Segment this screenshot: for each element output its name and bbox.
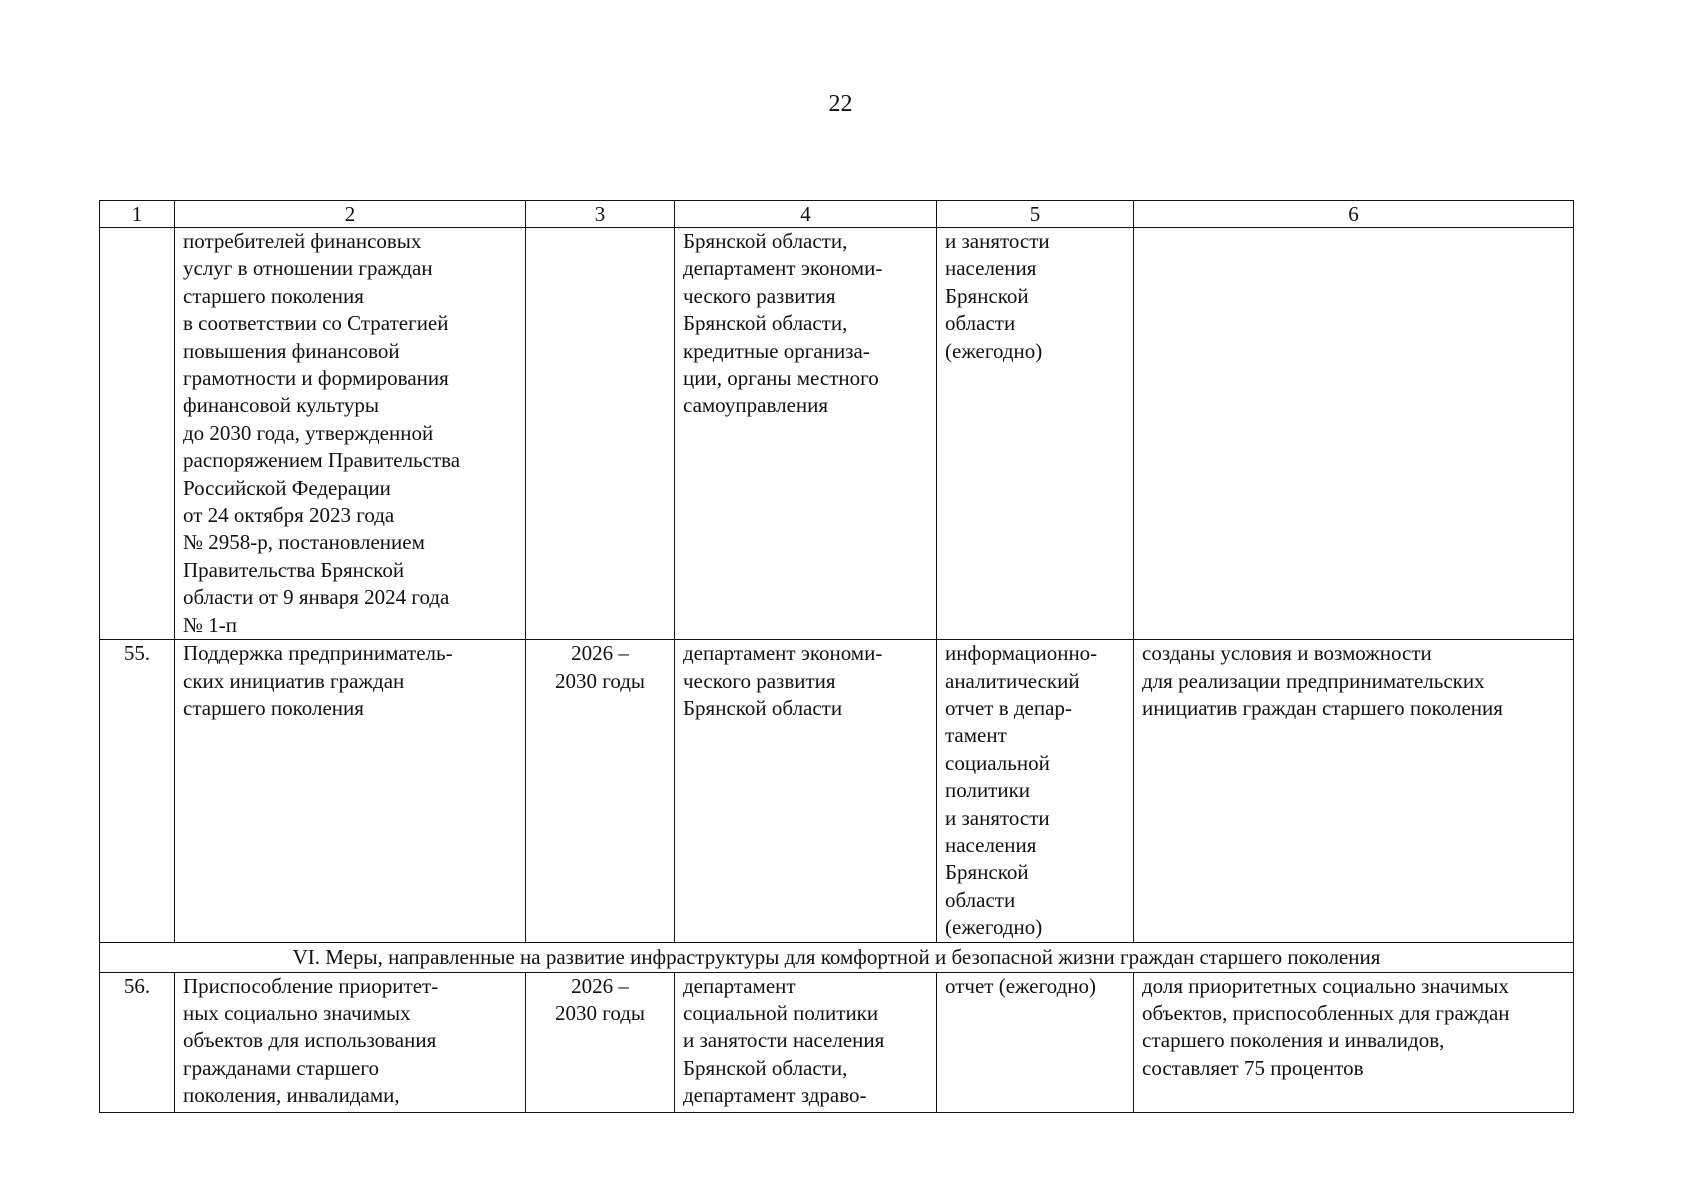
page-number: 22 <box>828 91 853 117</box>
cell-text-line: ных социально значимых <box>183 1000 411 1025</box>
cell-text-line: повышения финансовой <box>183 338 400 363</box>
cell-text-line: ции, органы местного <box>683 366 879 391</box>
measure-cell <box>175 640 526 942</box>
cell-text-line: информационно- <box>945 641 1098 666</box>
column-header: 1 <box>100 201 175 228</box>
cell-text-line: гражданами старшего <box>183 1055 379 1080</box>
cell-text-line: департамент <box>683 973 796 998</box>
cell-text-line: и занятости <box>945 805 1050 830</box>
column-header: 4 <box>675 201 937 228</box>
cell-text-line: финансовой культуры <box>183 393 379 418</box>
column-header: 6 <box>1134 201 1574 228</box>
cell-text-line: Приспособление приоритет- <box>183 973 439 998</box>
cell-text-line: Российской Федерации <box>183 475 391 500</box>
cell-text-line: области <box>945 311 1016 336</box>
measures-table <box>99 200 1574 1113</box>
cell-text-line: департамент экономи- <box>683 256 883 281</box>
result-cell <box>1134 640 1574 942</box>
cell-text-line: ческого развития <box>683 668 836 693</box>
cell-text-line: департамент экономи- <box>683 641 883 666</box>
cell-text-line: аналитический <box>945 668 1080 693</box>
cell-text-line: социальной политики <box>683 1000 879 1025</box>
cell-text-line: 2030 годы <box>554 1000 646 1025</box>
section-title: VI. Меры, направленные на развитие инфраструктуры для комфортной и безопасной жизни граждан старшего поколения <box>100 942 1574 972</box>
cell-text-line: Брянской <box>945 860 1029 885</box>
cell-text-line: Брянской области <box>683 695 843 720</box>
column-header: 2 <box>175 201 526 228</box>
report-cell <box>937 228 1134 640</box>
cell-text-line: в соответствии со Стратегией <box>183 311 449 336</box>
result-cell <box>1134 972 1574 1112</box>
cell-text-line: тамент <box>945 723 1007 748</box>
section-row <box>100 942 1574 972</box>
cell-text-line: отчет (ежегодно) <box>945 973 1096 998</box>
period-cell <box>526 640 675 942</box>
cell-text-line: Брянской области, <box>683 1055 848 1080</box>
table-row-55 <box>100 640 1574 942</box>
cell-text-line: Поддержка предприниматель- <box>183 641 453 666</box>
cell-text-line: населения <box>945 832 1037 857</box>
report-cell <box>937 640 1134 942</box>
cell-text-line: старшего поколения <box>183 283 364 308</box>
cell-text-line: 2030 годы <box>554 668 646 693</box>
cell-text-line: старшего поколения и инвалидов, <box>1142 1028 1445 1053</box>
cell-text-line: инициатив граждан старшего поколения <box>1142 695 1503 720</box>
report-cell <box>937 972 1134 1112</box>
measure-cell <box>175 228 526 640</box>
row-number-cell: 56. <box>100 972 175 1112</box>
cell-text-line: потребителей финансовых <box>183 229 422 253</box>
cell-text-line: до 2030 года, утвержденной <box>183 420 434 445</box>
cell-text-line: (ежегодно) <box>945 915 1043 940</box>
cell-text-line: департамент здраво- <box>683 1083 867 1108</box>
cell-text-line: области от 9 января 2024 года <box>183 585 450 610</box>
column-header: 3 <box>526 201 675 228</box>
cell-text-line: отчет в депар- <box>945 695 1072 720</box>
cell-text-line: 2026 – <box>571 641 629 666</box>
cell-text-line: доля приоритетных социально значимых <box>1142 973 1509 998</box>
cell-text-line: социальной <box>945 750 1050 775</box>
cell-text-line: Брянской области, <box>683 311 848 336</box>
period-cell <box>526 228 675 640</box>
cell-text-line: от 24 октября 2023 года <box>183 503 395 528</box>
cell-text-line: составляет 75 процентов <box>1142 1055 1364 1080</box>
row-number-cell: 55. <box>100 640 175 942</box>
table-row-continuation <box>100 228 1574 640</box>
executors-cell <box>675 972 937 1112</box>
cell-text-line: для реализации предпринимательских <box>1142 668 1485 693</box>
cell-text-line: Брянской <box>945 283 1029 308</box>
cell-text-line: объектов, приспособленных для граждан <box>1142 1000 1510 1025</box>
cell-text-line: услуг в отношении граждан <box>183 256 433 281</box>
period-cell <box>526 972 675 1112</box>
cell-text-line: старшего поколения <box>183 695 364 720</box>
cell-text-line: 2026 – <box>571 973 629 998</box>
cell-text-line: Правительства Брянской <box>183 557 405 582</box>
cell-text-line: объектов для использования <box>183 1028 437 1053</box>
cell-text-line: населения <box>945 256 1037 281</box>
cell-text-line: политики <box>945 778 1031 803</box>
measure-cell <box>175 972 526 1112</box>
executors-cell <box>675 228 937 640</box>
table-row-56 <box>100 972 1574 1112</box>
cell-text-line: и занятости <box>945 229 1050 253</box>
row-number-cell <box>100 228 175 640</box>
cell-text-line: кредитные организа- <box>683 338 870 363</box>
cell-text-line: и занятости населения <box>683 1028 885 1053</box>
cell-text-line: поколения, инвалидами, <box>183 1083 400 1108</box>
executors-cell <box>675 640 937 942</box>
cell-text-line: области <box>945 887 1016 912</box>
table-header-row <box>100 201 1574 228</box>
cell-text-line: ских инициатив граждан <box>183 668 405 693</box>
cell-text-line: Брянской области, <box>683 229 848 253</box>
cell-text-line: ческого развития <box>683 283 836 308</box>
cell-text-line: созданы условия и возможности <box>1142 641 1432 666</box>
cell-text-line: (ежегодно) <box>945 338 1043 363</box>
cell-text-line: № 1-п <box>183 612 238 637</box>
cell-text-line: № 2958-р, постановлением <box>183 530 425 555</box>
result-cell <box>1134 228 1574 640</box>
cell-text-line: распоряжением Правительства <box>183 448 461 473</box>
cell-text-line: грамотности и формирования <box>183 366 449 391</box>
column-header: 5 <box>937 201 1134 228</box>
cell-text-line: самоуправления <box>683 393 829 418</box>
